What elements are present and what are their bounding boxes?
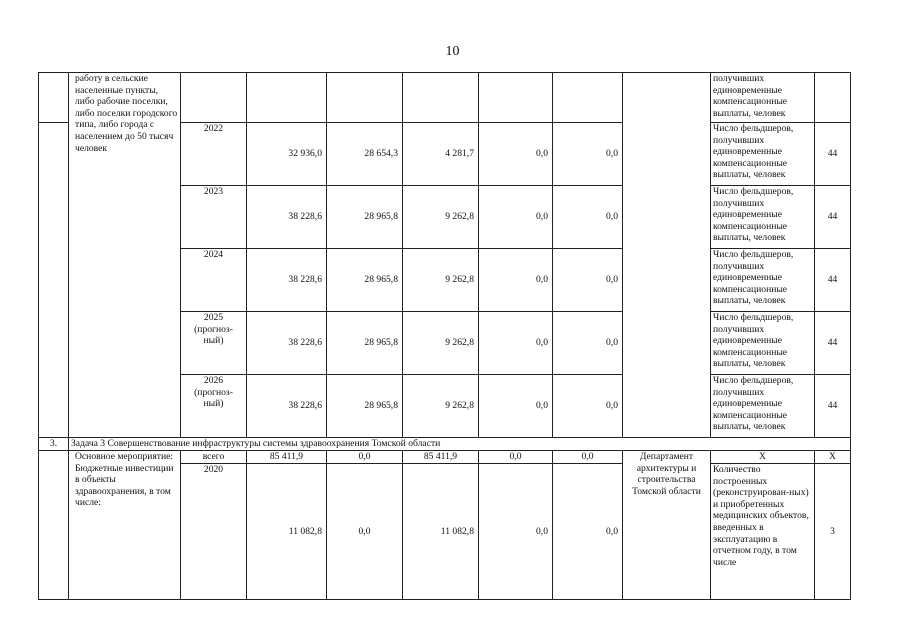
indicator-value-cell: 44 xyxy=(815,123,851,186)
year-cell: 2024 xyxy=(181,249,247,312)
total-cell: 38 228,6 xyxy=(247,312,327,375)
regional-cell: 11 082,8 xyxy=(403,464,479,600)
indicator-value-cell: 44 xyxy=(815,186,851,249)
regional-cell: 9 262,8 xyxy=(403,375,479,438)
federal-cell: 28 654,3 xyxy=(327,123,403,186)
other-cell: 0,0 xyxy=(553,249,623,312)
other-cell: 0,0 xyxy=(553,451,623,464)
indicator-cell: Число фельдшеров, получивших единовременные компенсационные выплаты, человек xyxy=(711,249,815,312)
local-cell: 0,0 xyxy=(479,464,553,600)
indicator-value-cell: 3 xyxy=(815,464,851,600)
executor-cell xyxy=(623,73,711,438)
indicator-value-cell: 44 xyxy=(815,249,851,312)
section-number: 3. xyxy=(39,438,69,451)
other-cell: 0,0 xyxy=(553,123,623,186)
year-cell: 2023 xyxy=(181,186,247,249)
indicator-cell: Число фельдшеров, получивших единовременные компенсационные выплаты, человек xyxy=(711,312,815,375)
indicator-cell: Число фельдшеров, получивших единовременные компенсационные выплаты, человек xyxy=(711,375,815,438)
year-cell: 2026 (прогноз- ный) xyxy=(181,375,247,438)
page-number: 10 xyxy=(445,44,460,59)
table-row xyxy=(39,73,851,123)
indicator-value-cell: 44 xyxy=(815,312,851,375)
indicator-value-cell: X xyxy=(815,451,851,464)
indicator-cell: X xyxy=(711,451,815,464)
regional-cell: 9 262,8 xyxy=(403,186,479,249)
num-cell xyxy=(39,451,69,600)
total-cell: 32 936,0 xyxy=(247,123,327,186)
federal-cell: 0,0 xyxy=(327,464,403,600)
local-cell: 0,0 xyxy=(479,186,553,249)
section-row xyxy=(39,438,851,451)
federal-cell: 28 965,8 xyxy=(327,375,403,438)
federal-cell: 28 965,8 xyxy=(327,249,403,312)
total-cell: 11 082,8 xyxy=(247,464,327,600)
regional-cell: 9 262,8 xyxy=(403,249,479,312)
other-cell: 0,0 xyxy=(553,375,623,438)
other-cell: 0,0 xyxy=(553,312,623,375)
regional-cell: 9 262,8 xyxy=(403,312,479,375)
federal-cell: 28 965,8 xyxy=(327,186,403,249)
local-cell: 0,0 xyxy=(479,375,553,438)
other-cell: 0,0 xyxy=(553,464,623,600)
federal-cell: 28 965,8 xyxy=(327,312,403,375)
local-cell: 0,0 xyxy=(479,249,553,312)
federal-cell: 0,0 xyxy=(327,451,403,464)
num-cell xyxy=(39,73,69,123)
program-table xyxy=(38,72,851,600)
total-cell: 38 228,6 xyxy=(247,186,327,249)
regional-cell: 4 281,7 xyxy=(403,123,479,186)
total-cell: 85 411,9 xyxy=(247,451,327,464)
indicator-cell: Количество построенных (реконструирован-ных) и приобретенных медицинских объектов, введенных в эксплуатацию в отчетном году, в том числе xyxy=(711,464,815,600)
executor-cell: Департамент архитектуры и строительства Томской области xyxy=(623,451,711,600)
indicator-value-cell: 44 xyxy=(815,375,851,438)
regional-cell: 85 411,9 xyxy=(403,451,479,464)
indicator-cell: Число фельдшеров, получивших единовременные компенсационные выплаты, человек xyxy=(711,123,815,186)
section-title: Задача 3 Совершенствование инфраструктуры системы здравоохранения Томской области xyxy=(69,438,851,451)
total-cell: 38 228,6 xyxy=(247,375,327,438)
year-cell: всего xyxy=(181,451,247,464)
indicator-cell: получивших единовременные компенсационные выплаты, человек xyxy=(711,73,815,123)
table-row xyxy=(39,451,851,464)
other-cell: 0,0 xyxy=(553,186,623,249)
year-cell: 2020 xyxy=(181,464,247,600)
description-cell: работу в сельские населенные пункты, либо рабочие поселки, либо поселки городского типа, либо города с населением до 50 тысяч человек xyxy=(69,73,181,438)
total-cell: 38 228,6 xyxy=(247,249,327,312)
local-cell: 0,0 xyxy=(479,451,553,464)
num-cell xyxy=(39,123,69,438)
local-cell: 0,0 xyxy=(479,312,553,375)
description-cell: Основное мероприятие: Бюджетные инвестиции в объекты здравоохранения, в том числе: xyxy=(69,451,181,600)
year-cell: 2022 xyxy=(181,123,247,186)
indicator-cell: Число фельдшеров, получивших единовременные компенсационные выплаты, человек xyxy=(711,186,815,249)
local-cell: 0,0 xyxy=(479,123,553,186)
year-cell: 2025 (прогноз- ный) xyxy=(181,312,247,375)
